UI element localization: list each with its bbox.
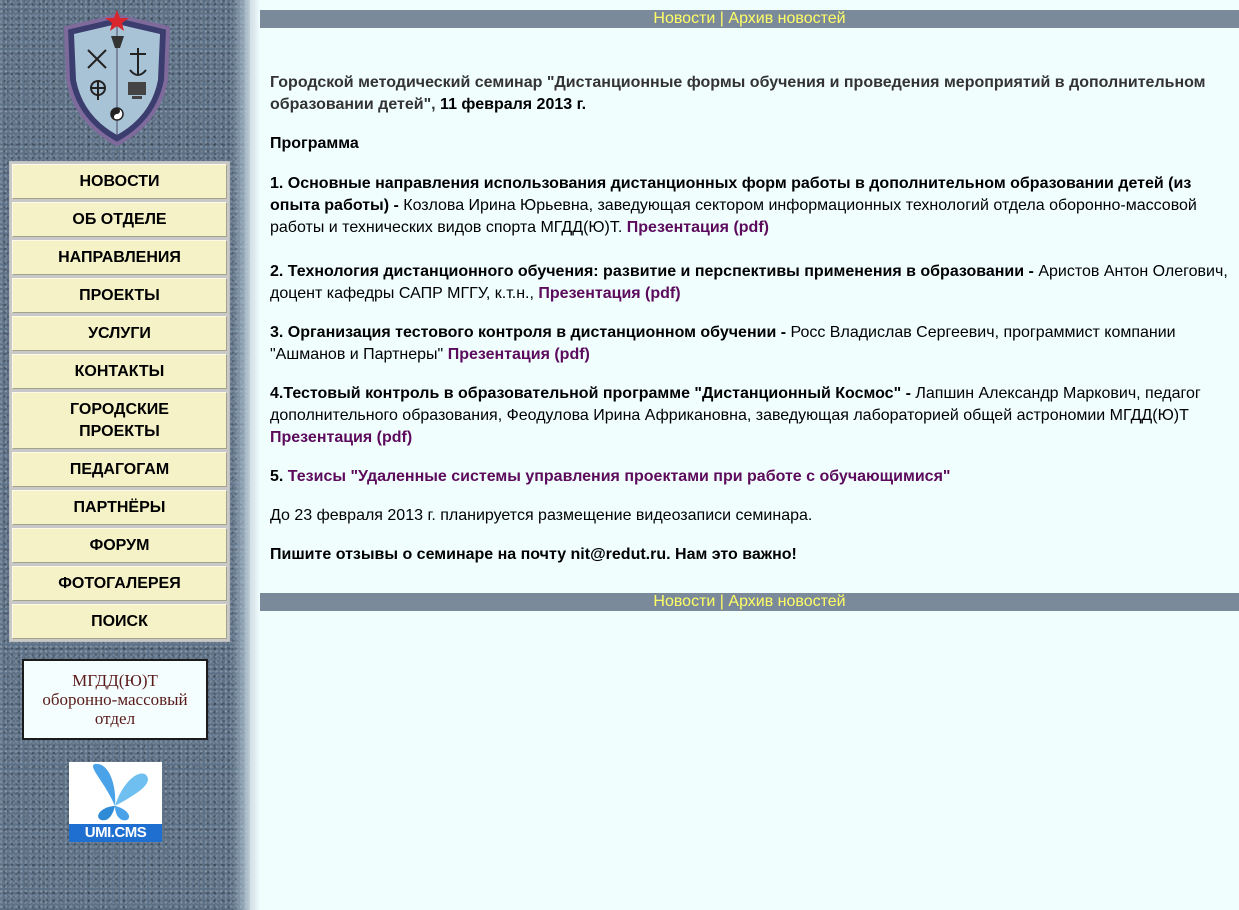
menu-item-projects[interactable]: ПРОЕКТЫ: [12, 278, 227, 313]
item-2-presentation-link[interactable]: Презентация (pdf): [538, 285, 681, 302]
item-3-speaker: Росс Владислав Сергеевич, программист компании "Ашманов и Партнеры": [270, 324, 1176, 363]
item-5-number: 5.: [270, 468, 288, 485]
item-4-presentation-link[interactable]: Презентация (pdf): [270, 429, 413, 446]
bottom-news-nav: [260, 593, 1239, 611]
item-4-speaker: Лапшин Александр Маркович, педагог дополнительного образования, Феодулова Ирина Африкановна, заведующая лабораторией общей астрономии МГДД(Ю)Т: [270, 385, 1201, 424]
banner-line-2: оборонно-массовый: [42, 690, 188, 709]
menu-item-news[interactable]: НОВОСТИ: [12, 164, 227, 199]
menu-item-city-projects[interactable]: ГОРОДСКИЕ ПРОЕКТЫ: [12, 392, 227, 449]
sidebar: [0, 0, 250, 910]
menu-item-contacts[interactable]: КОНТАКТЫ: [12, 354, 227, 389]
menu-item-search[interactable]: ПОИСК: [12, 604, 227, 639]
archive-link[interactable]: Архив новостей: [728, 10, 846, 27]
butterfly-icon: [69, 762, 162, 824]
program-item-5: [270, 466, 1230, 488]
nav-separator-bottom: |: [719, 593, 724, 610]
archive-link-bottom[interactable]: Архив новостей: [728, 593, 846, 610]
program-item-1: [270, 173, 1230, 239]
article-date: 11 февраля 2013 г.: [435, 96, 587, 113]
umi-cms-badge[interactable]: [69, 762, 162, 842]
news-link[interactable]: Новости: [653, 10, 716, 27]
banner-line-1: МГДД(Ю)Т: [72, 671, 158, 690]
menu-item-partners[interactable]: ПАРТНЁРЫ: [12, 490, 227, 525]
item-1-title: 1. Основные направления использования дистанционных форм работы в дополнительном образовании детей (из опыта работы) -: [270, 175, 1192, 214]
article-title-text: Городской методический семинар "Дистанционные формы обучения и проведения мероприятий в дополнительном образовании детей",: [270, 74, 1206, 113]
program-item-3: [270, 322, 1230, 366]
feedback-note: Пишите отзывы о семинаре на почту nit@redut.ru. Нам это важно!: [270, 546, 797, 563]
item-3-title: 3. Организация тестового контроля в дистанционном обучении -: [270, 324, 787, 341]
menu-item-forum[interactable]: ФОРУМ: [12, 528, 227, 563]
menu-item-gallery[interactable]: ФОТОГАЛЕРЕЯ: [12, 566, 227, 601]
item-1-speaker: Козлова Ирина Юрьевна, заведующая сектором информационных технологий отдела оборонно-массовой работы и технических видов спорта МГДД(Ю)Т.: [270, 197, 1197, 236]
program-item-2: [270, 261, 1230, 305]
item-3-presentation-link[interactable]: Презентация (pdf): [447, 346, 590, 363]
nav-separator: |: [719, 10, 724, 27]
menu-item-about[interactable]: ОБ ОТДЕЛЕ: [12, 202, 227, 237]
program-item-4: [270, 383, 1230, 449]
menu-item-teachers[interactable]: ПЕДАГОГАМ: [12, 452, 227, 487]
menu-item-directions[interactable]: НАПРАВЛЕНИЯ: [12, 240, 227, 275]
article: [270, 72, 1230, 566]
top-news-nav: [260, 10, 1239, 28]
sidebar-edge: [232, 0, 260, 910]
item-4-title: 4.Тестовый контроль в образовательной программе "Дистанционный Космос" -: [270, 385, 911, 402]
article-title: [270, 72, 1230, 116]
item-1-presentation-link[interactable]: Презентация (pdf): [626, 219, 769, 236]
main-menu: [9, 161, 230, 642]
video-note: До 23 февраля 2013 г. планируется размещение видеозаписи семинара.: [270, 507, 813, 524]
item-2-title: 2. Технология дистанционного обучения: развитие и перспективы применения в образовании -: [270, 263, 1034, 280]
program-heading: Программа: [270, 135, 359, 152]
banner-line-3: отдел: [94, 709, 136, 728]
mgdd-banner[interactable]: [22, 659, 208, 740]
item-2-speaker: Аристов Антон Олегович, доцент кафедры САПР МГГУ, к.т.н.,: [270, 263, 1228, 302]
menu-item-services[interactable]: УСЛУГИ: [12, 316, 227, 351]
news-link-bottom[interactable]: Новости: [653, 593, 716, 610]
item-5-theses-link[interactable]: Тезисы "Удаленные системы управления проектами при работе с обучающимися": [287, 468, 951, 485]
umi-cms-label: UMI.CMS: [69, 824, 162, 842]
emblem-shield-icon[interactable]: [58, 10, 176, 150]
